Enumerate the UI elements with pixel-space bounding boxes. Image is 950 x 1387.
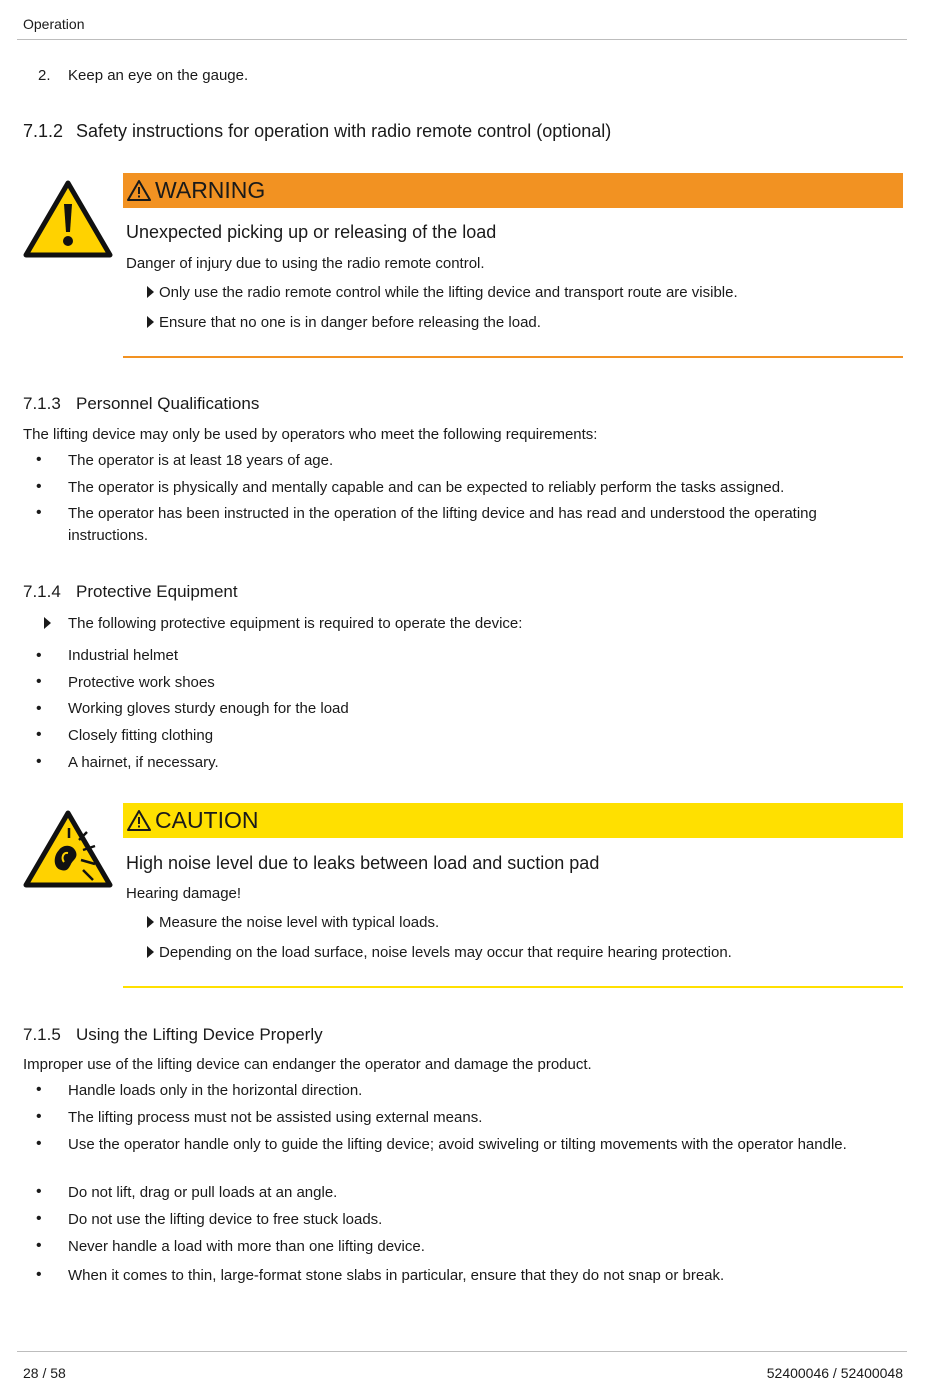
section-title-7-1-3: Personnel Qualifications [76, 394, 260, 413]
list-item: Do not use the lifting device to free stuck loads. [68, 1211, 383, 1228]
list-item: Working gloves sturdy enough for the load [68, 700, 349, 717]
list-item: Industrial helmet [68, 647, 179, 664]
section-intro: The lifting device may only be used by operators who meet the following requirements: [23, 426, 598, 443]
caution-end-line [123, 986, 903, 988]
action-item: Only use the radio remote control while the lifting device and transport route are visible. [147, 283, 738, 303]
step-number: 2. [38, 67, 51, 84]
bullet: • [36, 1135, 42, 1152]
list-item: Handle loads only in the horizontal direction. [68, 1082, 363, 1099]
list-item: The lifting process must not be assisted using external means. [68, 1109, 483, 1126]
bullet: • [36, 1183, 42, 1200]
bullet: • [36, 504, 42, 521]
signal-word-caution: CAUTION [155, 807, 259, 833]
hazard-title: High noise level due to leaks between load and suction pad [126, 853, 600, 873]
list-item: Use the operator handle only to guide the lifting device; avoid swiveling or tilting movements with the operator handle. [68, 1136, 847, 1153]
bullet: • [36, 1081, 42, 1098]
action-item: Depending on the load surface, noise levels may occur that require hearing protection. [147, 943, 732, 963]
section-number-7-1-2: 7.1.2 [23, 121, 64, 141]
list-item: Protective work shoes [68, 674, 215, 691]
list-item: The operator is physically and mentally capable and can be expected to reliably perform the tasks assigned. [68, 479, 785, 496]
bullet: • [36, 1237, 42, 1254]
alert-triangle-icon [127, 179, 151, 203]
warning-sign-icon [23, 180, 113, 258]
action-item: Measure the noise level with typical loads. [147, 913, 439, 933]
action-item [44, 614, 56, 634]
page-number: 28 / 58 [23, 1365, 66, 1381]
section-number-7-1-4: 7.1.4 [23, 582, 61, 601]
list-item: A hairnet, if necessary. [68, 754, 219, 771]
bullet: • [36, 451, 42, 468]
signal-word-warning: WARNING [155, 177, 266, 203]
action-text: The following protective equipment is required to operate the device: [68, 615, 523, 632]
arrow-right-icon [44, 617, 51, 629]
step-text: Keep an eye on the gauge. [68, 67, 249, 84]
list-item: The operator is at least 18 years of age. [68, 452, 334, 469]
list-item: Never handle a load with more than one lifting device. [68, 1238, 425, 1255]
alert-triangle-icon [127, 809, 151, 833]
running-header: Operation [23, 16, 85, 32]
bullet: • [36, 753, 42, 770]
section-intro: Improper use of the lifting device can endanger the operator and damage the product. [23, 1056, 592, 1073]
arrow-right-icon [147, 316, 154, 328]
bullet: • [36, 1210, 42, 1227]
list-item: Do not lift, drag or pull loads at an angle. [68, 1184, 338, 1201]
section-number-7-1-3: 7.1.3 [23, 394, 61, 413]
hazard-consequence: Hearing damage! [126, 885, 242, 902]
section-title-7-1-4: Protective Equipment [76, 582, 238, 601]
warning-bar [123, 173, 903, 208]
section-title-7-1-2: Safety instructions for operation with radio remote control (optional) [76, 121, 612, 141]
footer-rule [17, 1351, 907, 1352]
document-number: 52400046 / 52400048 [766, 1365, 903, 1381]
action-item: Ensure that no one is in danger before releasing the load. [147, 313, 541, 333]
bullet: • [36, 1108, 42, 1125]
bullet: • [36, 1266, 42, 1283]
warning-end-line [123, 356, 903, 358]
list-item: Closely fitting clothing [68, 727, 214, 744]
hazard-consequence: Danger of injury due to using the radio remote control. [126, 255, 485, 272]
arrow-right-icon [147, 946, 154, 958]
section-number-7-1-5: 7.1.5 [23, 1025, 61, 1044]
bullet: • [36, 700, 42, 717]
list-item: The operator has been instructed in the operation of the lifting device and has read and understood the operating instructions. [68, 505, 817, 544]
header-rule [17, 39, 907, 40]
section-title-7-1-5: Using the Lifting Device Properly [76, 1025, 323, 1044]
arrow-right-icon [147, 286, 154, 298]
bullet: • [36, 726, 42, 743]
bullet: • [36, 478, 42, 495]
bullet: • [36, 673, 42, 690]
noise-warning-icon [23, 810, 113, 888]
caution-bar [123, 803, 903, 838]
bullet: • [36, 647, 42, 664]
hazard-title: Unexpected picking up or releasing of the load [126, 222, 497, 242]
list-item: When it comes to thin, large-format stone slabs in particular, ensure that they do not snap or break. [68, 1267, 725, 1284]
arrow-right-icon [147, 916, 154, 928]
